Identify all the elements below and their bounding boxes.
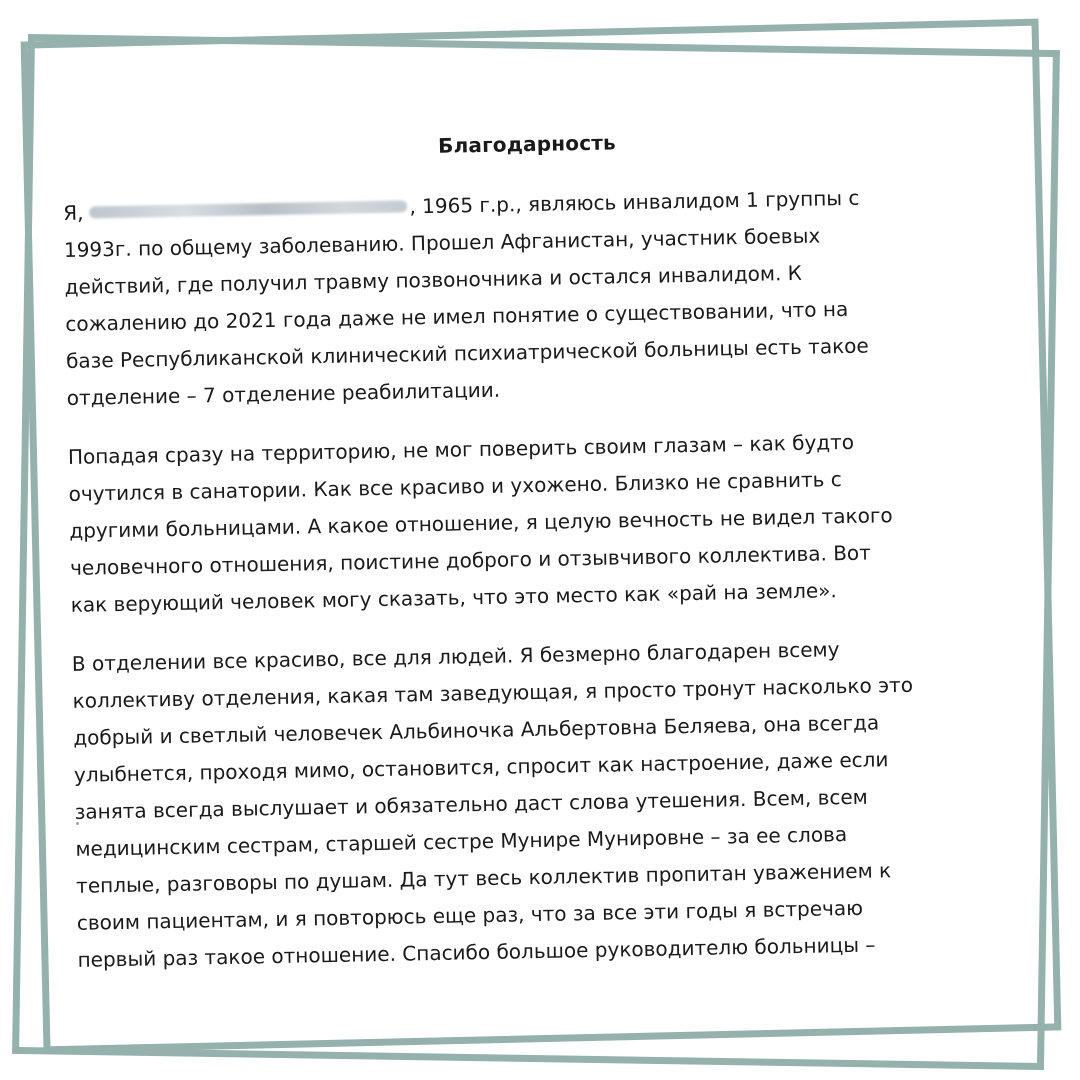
text-line: занята всегда выслушает и обязательно даст слова утешения. Всем, всем [74,784,868,824]
text-line: другими больницами. А какое отношение, я целую вечность не видел такого [69,503,893,543]
text-line: своим пациентам, и я повторюсь еще раз, что за все эти годы я встречаю [76,895,864,935]
text-line: коллективу отделения, какая там заведующая, я просто тронут насколько это [72,672,914,713]
text-line: первый раз такое отношение. Спасибо большое руководителю больницы – [77,932,876,972]
text-line: добрый и светлый человечек Альбиночка Альбертовна Беляева, она всегда [73,710,880,750]
text-line: 1993г. по общему заболеванию. Прошел Афганистан, участник боевых [63,223,821,262]
text-line: человечного отношения, поистине доброго и отзывчивого коллектива. Вот [69,540,872,580]
text-line: отделение – 7 отделение реабилитации. [66,377,501,410]
text-line: улыбнется, проходя мимо, остановится, спросит как настроение, даже если [73,747,889,787]
text-line: Попадая сразу на территорию, не мог поверить своим глазам – как будто [67,429,855,469]
text-line: теплые, разговоры по душам. Да тут весь коллектив пропитан уважением к [75,858,892,898]
line-suffix: , 1965 г.р., являюсь инвалидом 1 группы с [409,185,860,219]
redacted-name [89,200,407,218]
paragraph-3 [72,628,1008,979]
paragraph-1 [63,177,997,417]
line-prefix: Я, [63,200,84,225]
paragraph-2 [68,421,1001,624]
text-line: В отделении все красиво, все для людей. Я безмерно благодарен всему [71,637,840,676]
letter-title: Благодарность [437,130,617,158]
text-line: как верующий человек могу сказать, что это место как «рай на земле». [70,578,837,617]
text-line: действий, где получил травму позвоночника и остался инвалидом. К [64,260,803,299]
text-line: базе Республиканской клинический психиатрической больницы есть такое [65,333,869,373]
text-line: медицинским сестрам, старшей сестре Мунире Мунировне – за ее слова [75,822,848,861]
text-line: очутился в санатории. Как все красиво и ухожено. Близко не сравнить с [68,467,842,506]
text-line: сожалению до 2021 года даже не имел понятие о существовании, что на [65,296,849,336]
letter-document [61,101,1008,1019]
